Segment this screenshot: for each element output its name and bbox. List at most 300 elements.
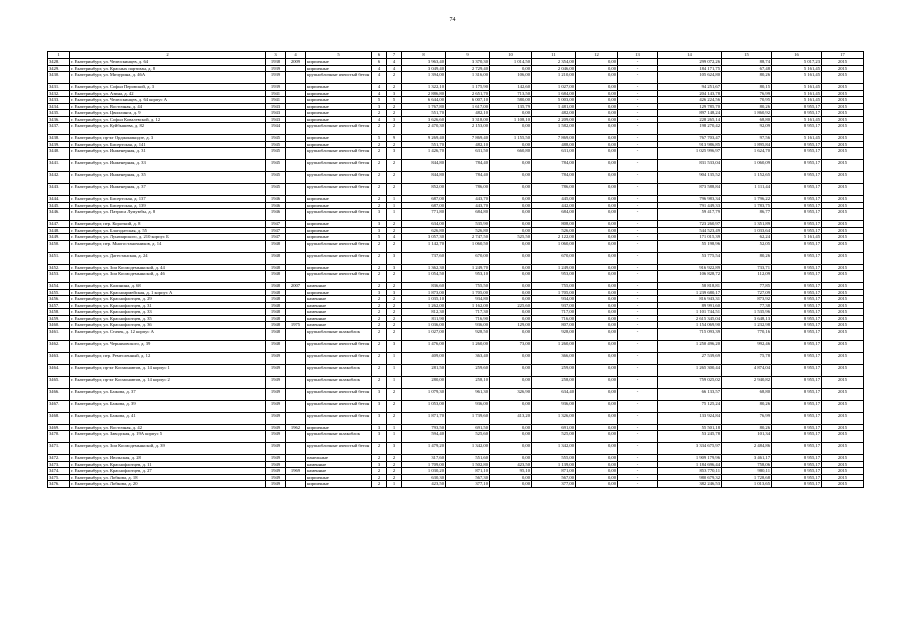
table-cell: г. Екатеринбург, ул. Луначарского, д. 210 корпус Б — [70, 234, 266, 241]
table-row — [48, 340, 864, 352]
table-cell: 5 161,45 — [772, 65, 822, 72]
table-cell: 0,00 — [576, 431, 618, 443]
table-cell: г. Екатеринбург, ул. Краснофлотцев, д. 35 — [70, 315, 266, 322]
table-cell: 1 342,00 — [532, 443, 576, 455]
table-cell: 1 535,96 — [722, 309, 772, 316]
table-cell: 716,90 — [446, 315, 490, 322]
table-cell: 691,00 — [532, 424, 576, 431]
table-cell: 8 955,17 — [772, 474, 822, 481]
table-cell: 2 — [387, 271, 402, 283]
table-cell: г. Екатеринбург, ул. Патриса Лумумбы, д. 8 — [70, 209, 266, 221]
table-cell: - — [618, 135, 658, 142]
table-cell: 1 262,00 — [402, 302, 446, 309]
table-cell: 3463. — [48, 352, 70, 364]
table-cell: 1949 — [266, 461, 286, 468]
table-cell: 2 484,86 — [722, 443, 772, 455]
table-cell: кирпичные — [306, 135, 372, 142]
table-cell: - — [618, 461, 658, 468]
table-cell: 836,60 — [402, 283, 446, 290]
table-cell: 1 767,80 — [402, 103, 446, 110]
table-cell: 0,00 — [576, 322, 618, 329]
table-row — [48, 123, 864, 135]
table-cell: 2015 — [822, 160, 864, 172]
table-cell: г. Екатеринбург, ул. Цвиллинга, д. 9 — [70, 110, 266, 117]
table-cell: 1 — [387, 481, 402, 488]
table-cell: 0,00 — [576, 184, 618, 196]
table-cell: 992,46 — [722, 340, 772, 352]
table-cell: 808,00 — [532, 221, 576, 228]
table-row — [48, 364, 864, 376]
table-cell: - — [618, 474, 658, 481]
table-cell: 831 533,04 — [658, 160, 722, 172]
table-cell: 0,00 — [576, 97, 618, 104]
table-cell: г. Екатеринбург, ул. Восточная, д. 42 — [70, 424, 266, 431]
table-cell: 2015 — [822, 322, 864, 329]
table-cell: 2 — [372, 364, 387, 376]
table-cell: каменные — [306, 309, 372, 316]
table-cell: 3475. — [48, 474, 70, 481]
table-row — [48, 388, 864, 400]
table-cell: 631,50 — [446, 148, 490, 160]
table-cell: 1 210,00 — [532, 72, 576, 84]
table-cell: - — [618, 196, 658, 203]
table-cell: 684,80 — [446, 209, 490, 221]
table-cell: 897 148,24 — [658, 110, 722, 117]
table-row — [48, 72, 864, 84]
table-cell: 2 — [372, 309, 387, 316]
table-cell: 3430. — [48, 72, 70, 84]
table-cell: 3 — [387, 116, 402, 123]
table-cell: 1948 — [266, 252, 286, 264]
table-cell: 3428. — [48, 59, 70, 66]
table-cell: 1 060,50 — [446, 240, 490, 252]
table-cell: 0,00 — [490, 202, 532, 209]
table-cell: 423,50 — [402, 481, 446, 488]
table-cell: 0,00 — [490, 271, 532, 283]
table-cell: 77,38 — [722, 302, 772, 309]
table-cell: 106,00 — [490, 72, 532, 84]
table-cell: 0,00 — [576, 110, 618, 117]
table-cell: 1 265 300,44 — [658, 364, 722, 376]
table-cell: 555,00 — [532, 455, 576, 462]
table-cell: г. Екатеринбург, ул. Краснофлотцев, д. 36 — [70, 322, 266, 329]
table-cell: г. Екатеринбург, ул. Благодатская, д. 55 — [70, 227, 266, 234]
table-cell: 2015 — [822, 97, 864, 104]
table-cell: 8 955,17 — [772, 123, 822, 135]
table-cell: 2015 — [822, 481, 864, 488]
table-cell: 3454. — [48, 283, 70, 290]
table-cell: - — [618, 252, 658, 264]
table-cell: 3461. — [48, 328, 70, 340]
table-cell: 2 — [372, 184, 387, 196]
table-row — [48, 184, 864, 196]
table-cell: 811,90 — [402, 315, 446, 322]
table-cell: кирпичные — [306, 221, 372, 228]
page-number: 74 — [449, 17, 456, 23]
table-cell: 0,00 — [490, 110, 532, 117]
table-cell: 8 955,17 — [772, 196, 822, 203]
table-cell: - — [618, 59, 658, 66]
table-cell: крупноблочные ячеистый бетон — [306, 72, 372, 84]
table-cell: 0,00 — [576, 160, 618, 172]
table-cell: 0,00 — [576, 481, 618, 488]
table-cell: 8 955,17 — [772, 309, 822, 316]
table-cell: 0,00 — [576, 264, 618, 271]
table-cell: 0,00 — [576, 196, 618, 203]
table-cell: 852,00 — [402, 184, 446, 196]
table-cell: 630,30 — [402, 474, 446, 481]
table-cell: 913 986,85 — [658, 141, 722, 148]
table-cell: 936,00 — [532, 400, 576, 412]
table-cell: 2 — [387, 123, 402, 135]
table-cell: 0,00 — [490, 376, 532, 388]
table-cell: 1 — [387, 209, 402, 221]
table-cell: - — [618, 221, 658, 228]
table-cell: 3 — [372, 103, 387, 110]
table-cell: 0,00 — [576, 59, 618, 66]
table-cell: 770,16 — [722, 328, 772, 340]
table-cell: г. Екатеринбург, ул. Челюскинцев, д. 64 — [70, 59, 266, 66]
table-cell: 482,10 — [446, 141, 490, 148]
table-cell: 1949 — [266, 364, 286, 376]
table-cell: 3458. — [48, 309, 70, 316]
table-cell — [286, 184, 306, 196]
table-cell: 8 955,17 — [772, 264, 822, 271]
table-cell: 1 — [387, 364, 402, 376]
table-cell: 3 — [387, 90, 402, 97]
table-cell: - — [618, 443, 658, 455]
table-cell: 8 955,17 — [772, 388, 822, 400]
table-cell: кирпичные — [306, 234, 372, 241]
table-cell: 3450. — [48, 240, 70, 252]
table-cell: 934,80 — [446, 296, 490, 303]
table-cell: 281,50 — [402, 364, 446, 376]
table-cell — [286, 352, 306, 364]
table-cell — [286, 388, 306, 400]
table-cell: 0,00 — [490, 141, 532, 148]
table-cell: 1 154 069,90 — [658, 322, 722, 329]
table-cell: - — [618, 264, 658, 271]
table-cell: 1 053,00 — [402, 400, 446, 412]
table-cell: 75,78 — [722, 352, 772, 364]
table-cell: - — [618, 322, 658, 329]
table-cell: 0,00 — [490, 264, 532, 271]
table-cell: 1 036,00 — [402, 322, 446, 329]
table-cell: крупноблочные ячеистый бетон — [306, 209, 372, 221]
table-cell: г. Екатеринбург, ул. Краснофлотцев, д. 33 — [70, 309, 266, 316]
table-cell: 1949 — [266, 443, 286, 455]
table-cell: 1949 — [266, 481, 286, 488]
table-cell: 5 161,45 — [772, 90, 822, 97]
table-cell: 2 — [372, 468, 387, 475]
table-cell: 5 — [372, 135, 387, 142]
table-cell: 259,60 — [446, 364, 490, 376]
table-cell: 670,00 — [532, 252, 576, 264]
table-cell: 2 — [387, 160, 402, 172]
table-cell: 106 828,72 — [658, 271, 722, 283]
table-cell: 2015 — [822, 461, 864, 468]
table-cell: 1 476,00 — [402, 340, 446, 352]
table-cell — [286, 271, 306, 283]
table-cell: 377,00 — [532, 481, 576, 488]
table-cell: 4 — [387, 234, 402, 241]
table-cell: г. Екатеринбург, ул. Бажова, д. 41 — [70, 412, 266, 424]
table-cell: 2015 — [822, 271, 864, 283]
table-cell: 1 239 680,17 — [658, 289, 722, 296]
table-cell: 5 161,45 — [772, 97, 822, 104]
table-cell: 551,70 — [402, 110, 446, 117]
table-cell — [286, 481, 306, 488]
table-cell: 2015 — [822, 196, 864, 203]
table-cell: - — [618, 141, 658, 148]
table-cell: 1948 — [266, 302, 286, 309]
table-cell: 717,00 — [532, 309, 576, 316]
table-cell: 1 139,00 — [532, 461, 576, 468]
table-cell: - — [618, 72, 658, 84]
table-cell: - — [618, 364, 658, 376]
table-cell: 62,24 — [722, 234, 772, 241]
table-cell: 3 — [372, 400, 387, 412]
table-cell: 1 326,00 — [532, 412, 576, 424]
table-cell: крупноблочные ячеистый бетон — [306, 184, 372, 196]
table-cell: 1947 — [266, 221, 286, 228]
column-header: 3 — [266, 52, 286, 59]
table-cell: 8 955,17 — [772, 296, 822, 303]
table-cell: 844,80 — [402, 172, 446, 184]
table-cell: 691,50 — [446, 424, 490, 431]
table-cell: каменные — [306, 283, 372, 290]
table-cell: 2 153,00 — [446, 123, 490, 135]
table-cell: 2015 — [822, 234, 864, 241]
table-cell: 58 818,81 — [658, 283, 722, 290]
table-cell: 1949 — [266, 455, 286, 462]
table-cell: 68,80 — [722, 116, 772, 123]
table-cell: 687,00 — [402, 196, 446, 203]
table-cell: кирпичные — [306, 481, 372, 488]
table-cell: 3 461,17 — [722, 455, 772, 462]
table-cell: 2 470,30 — [402, 123, 446, 135]
table-cell: 259,00 — [532, 364, 576, 376]
column-header: 11 — [532, 52, 576, 59]
table-cell: г. Екатеринбург, ул. Стачек, д. 12 корпус А — [70, 328, 266, 340]
table-cell: 1 184 696,44 — [658, 461, 722, 468]
table-cell: 771,80 — [402, 209, 446, 221]
table-cell: - — [618, 340, 658, 352]
table-cell: 980,11 — [722, 468, 772, 475]
table-cell: 3 — [387, 148, 402, 160]
table-cell: 8 955,17 — [772, 364, 822, 376]
table-cell: 1939 — [266, 65, 286, 72]
table-cell: 2015 — [822, 328, 864, 340]
table-cell: - — [618, 110, 658, 117]
table-cell: 3459. — [48, 315, 70, 322]
table-cell: каменные — [306, 296, 372, 303]
table-cell: 980 679,32 — [658, 474, 722, 481]
table-cell: 3434. — [48, 103, 70, 110]
table-cell: 934,00 — [532, 296, 576, 303]
table-cell: 3469. — [48, 424, 70, 431]
table-cell: 55 198,96 — [658, 240, 722, 252]
table-cell: 3444. — [48, 196, 70, 203]
table-row — [48, 148, 864, 160]
table-cell: - — [618, 90, 658, 97]
table-cell: 1949 — [266, 468, 286, 475]
table-cell: 1 481,00 — [532, 103, 576, 110]
table-cell: 2 — [387, 328, 402, 340]
table-cell: крупноблочные ячеистый бетон — [306, 160, 372, 172]
table-cell: - — [618, 296, 658, 303]
table-cell: 112,09 — [722, 271, 772, 283]
table-cell: 2 — [387, 110, 402, 117]
table-cell: 2 — [372, 172, 387, 184]
column-header: 8 — [402, 52, 446, 59]
table-cell: 363,40 — [446, 352, 490, 364]
table-cell: 97,56 — [722, 135, 772, 142]
table-row — [48, 172, 864, 184]
table-cell: - — [618, 172, 658, 184]
table-cell: 8 955,17 — [772, 283, 822, 290]
table-cell: 92,09 — [722, 123, 772, 135]
table-cell: 0,00 — [576, 209, 618, 221]
table-cell: 844,80 — [402, 160, 446, 172]
table-cell: 2015 — [822, 412, 864, 424]
table-cell: 80,26 — [722, 103, 772, 110]
table-cell: 567,00 — [532, 474, 576, 481]
table-cell: крупноблочные ячеистый бетон — [306, 352, 372, 364]
table-cell: 526,00 — [532, 227, 576, 234]
table-cell: 1 033,64 — [722, 227, 772, 234]
table-cell: 4 — [387, 59, 402, 66]
table-cell: 1 054,50 — [402, 271, 446, 283]
table-cell: 2 — [387, 309, 402, 316]
table-cell: 2015 — [822, 424, 864, 431]
table-cell: 53 245,78 — [658, 431, 722, 443]
table-cell: 1 260,00 — [446, 340, 490, 352]
table-cell: 0,00 — [576, 328, 618, 340]
table-cell: 1 162,00 — [446, 302, 490, 309]
table-cell: 2015 — [822, 283, 864, 290]
table-cell: 0,00 — [490, 184, 532, 196]
table-cell: 317,60 — [402, 455, 446, 462]
table-cell: 1945 — [266, 141, 286, 148]
table-cell: 6 — [372, 59, 387, 66]
table-cell: 1 502,80 — [446, 461, 490, 468]
table-cell: 525,60 — [446, 431, 490, 443]
table-cell: 413,20 — [490, 412, 532, 424]
table-cell: 0,00 — [576, 309, 618, 316]
table-cell: 0,00 — [576, 116, 618, 123]
table-cell — [286, 328, 306, 340]
table-cell: 3 — [387, 264, 402, 271]
table-cell: 133 924,84 — [658, 412, 722, 424]
table-cell: 2 — [372, 481, 387, 488]
table-cell: 8 955,17 — [772, 352, 822, 364]
table-cell: 7 869,40 — [446, 135, 490, 142]
table-cell: 0,00 — [490, 352, 532, 364]
table-cell: 8 955,17 — [772, 202, 822, 209]
table-cell: 70,95 — [722, 97, 772, 104]
table-cell: 2 — [372, 141, 387, 148]
table-cell: 101,34 — [722, 431, 772, 443]
table-cell: 1 260,00 — [532, 340, 576, 352]
table-cell: крупноблочные ячеистый бетон — [306, 400, 372, 412]
table-cell: 0,00 — [576, 221, 618, 228]
table-cell: г. Екатеринбург, ул. Лобкова, д. 18 — [70, 474, 266, 481]
table-cell — [286, 364, 306, 376]
table-cell: 2015 — [822, 289, 864, 296]
table-row — [48, 400, 864, 412]
table-cell: кирпичные — [306, 65, 372, 72]
table-cell: каменные — [306, 468, 372, 475]
table-cell: 1 111,44 — [722, 184, 772, 196]
table-cell: 2 — [387, 84, 402, 91]
table-cell: 937,00 — [532, 302, 576, 309]
table-cell: крупноблочные ячеистый бетон — [306, 172, 372, 184]
table-cell: - — [618, 328, 658, 340]
table-cell: 3470. — [48, 431, 70, 443]
table-cell: 1948 — [266, 289, 286, 296]
table-cell: 8 955,17 — [772, 227, 822, 234]
table-cell: 2015 — [822, 431, 864, 443]
table-cell: 1 — [387, 376, 402, 388]
table-cell: 784,40 — [446, 172, 490, 184]
table-cell: г. Екатеринбург, ул. Азина, д. 42 — [70, 90, 266, 97]
table-cell — [286, 160, 306, 172]
table-cell: 3 — [372, 221, 387, 228]
table-cell: 4 — [387, 65, 402, 72]
table-cell: 796 983,34 — [658, 196, 722, 203]
table-cell: 5 161,45 — [772, 72, 822, 84]
table-cell: 2015 — [822, 184, 864, 196]
table-cell: г. Екатеринбург, ул. Бажова, д. 39 — [70, 400, 266, 412]
table-cell: 1946 — [266, 202, 286, 209]
table-cell: 4 — [372, 72, 387, 84]
table-cell: 0,00 — [576, 202, 618, 209]
table-cell: 3448. — [48, 227, 70, 234]
table-cell: 1 709,00 — [402, 461, 446, 468]
table-cell: 2 209,00 — [532, 116, 576, 123]
table-cell: 1 250 496,20 — [658, 340, 722, 352]
table-cell: кирпичные — [306, 227, 372, 234]
table-cell: г. Екатеринбург, пер. Короткий, д. 8 — [70, 221, 266, 228]
table-cell: - — [618, 209, 658, 221]
table-cell: г. Екатеринбург, ул. Калинина, д. 68 — [70, 283, 266, 290]
table-cell: 0,00 — [576, 364, 618, 376]
table-cell: 1949 — [266, 412, 286, 424]
table-cell: 1 909 179,96 — [658, 455, 722, 462]
table-cell: 8 955,17 — [772, 376, 822, 388]
table-cell: 2015 — [822, 376, 864, 388]
table-cell: 2 — [372, 455, 387, 462]
table-cell: 1 108,10 — [490, 116, 532, 123]
table-cell: 1 316,00 — [446, 72, 490, 84]
table-cell: 2015 — [822, 364, 864, 376]
table-cell: 1945 — [266, 148, 286, 160]
table-cell: 2 — [387, 474, 402, 481]
table-cell: 1 728,68 — [722, 474, 772, 481]
table-cell: 0,00 — [490, 65, 532, 72]
table-cell: 105 624,80 — [658, 72, 722, 84]
table-cell — [286, 431, 306, 443]
table-cell: 2 — [372, 123, 387, 135]
table-cell: крупноблочные шлакоблок — [306, 431, 372, 443]
table-cell: 80,15 — [722, 84, 772, 91]
table-cell: 8 955,17 — [772, 461, 822, 468]
table-cell: 3472. — [48, 455, 70, 462]
table-cell: 423,50 — [490, 461, 532, 468]
column-header: 10 — [490, 52, 532, 59]
table-cell — [286, 72, 306, 84]
